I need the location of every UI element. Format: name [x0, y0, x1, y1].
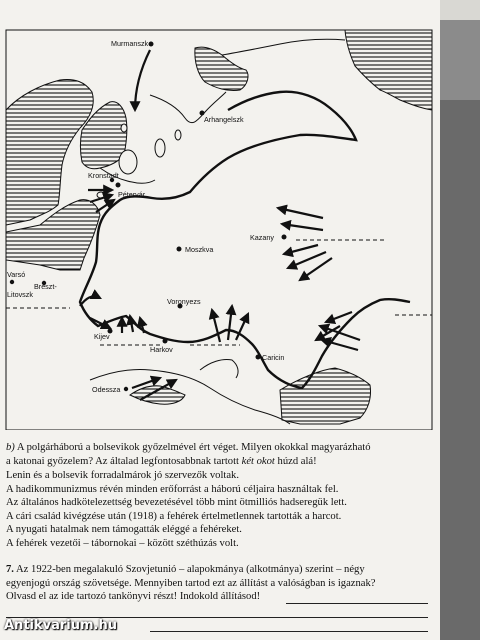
odessza-dot — [124, 387, 128, 391]
petervar-label: Pétervár — [118, 190, 146, 199]
statement-list — [6, 469, 434, 550]
kazan-arrow-1 — [278, 208, 323, 218]
crimea-region — [130, 386, 185, 404]
white-sea-island-1 — [175, 130, 181, 140]
statement-item[interactable]: Lenin és a bolsevik forradalmárok jó szervezők voltak. — [6, 470, 239, 481]
page-edge — [440, 0, 480, 640]
question-7-number: 7. — [6, 564, 14, 575]
question-7-text-2: egyenjogú ország szövetsége. Mennyiben tartod ezt az állítást a valóságban is igaznak? — [6, 577, 376, 589]
kola-region — [195, 47, 248, 90]
kronstadt-label: Kronstadt — [88, 171, 119, 180]
question-b-text-3: húzd alá! — [274, 455, 317, 467]
murmanszk-dot — [149, 42, 154, 47]
question-7-text-1: Az 1922-ben megalakuló Szovjetunió – alapokmánya (alkotmánya) szerint – négy — [13, 564, 365, 575]
question-7 — [6, 563, 434, 604]
answer-line-3[interactable] — [150, 631, 428, 632]
statement-item[interactable]: A cári család kivégzése után (1918) a fehérek értelmetlennek tartották a harcot. — [6, 510, 342, 522]
caspian-region — [280, 368, 371, 424]
statement-item[interactable]: A fehérek vezetői – tábornokai – között széthúzás volt. — [6, 537, 239, 549]
lake-ladoga — [119, 150, 137, 174]
azov-coast — [200, 359, 238, 378]
answer-line-1[interactable] — [286, 603, 428, 604]
moszkva-label: Moszkva — [185, 245, 214, 254]
arhangelszk-label: Arhangelszk — [204, 115, 244, 124]
kazan-arrow-2 — [282, 224, 323, 230]
litovszk-label: Litovszk — [7, 290, 33, 299]
statement-item[interactable]: A hadikommunizmus révén minden erőforrást a háború céljaira használtak fel. — [6, 483, 339, 495]
petervar-dot — [116, 183, 121, 188]
black-sea-coast — [90, 369, 290, 424]
question-b-text-2: a katonai győzelem? Az általad legfontosabbnak tartott — [6, 455, 242, 467]
next-page-edge — [440, 0, 480, 20]
next-page-shadow — [440, 20, 480, 100]
kijev-label: Kijev — [94, 332, 110, 341]
question-b-line-1 — [6, 441, 434, 455]
ukraine-arrow-2 — [130, 316, 133, 332]
statement-item[interactable]: A nyugati hatalmak nem támogatták eléggé a fehéreket. — [6, 524, 242, 535]
harkov-dot — [163, 339, 168, 344]
northeast-region — [345, 30, 432, 110]
brest-arrow — [80, 296, 100, 306]
caricin-dot — [256, 355, 261, 360]
murmansk-arrow — [135, 50, 150, 110]
varso-dot — [10, 280, 14, 284]
northern-coast — [222, 39, 345, 55]
watermark: Antikvarium.hu — [4, 618, 117, 633]
question-7-line-1 — [6, 563, 434, 577]
voronezh-arrow-2 — [228, 306, 232, 340]
voronyezs-label: Voronyezs — [167, 297, 201, 306]
breszt-label: Breszt- — [34, 282, 57, 291]
statement-item[interactable]: Az általános hadkötelezettség bevezetésével több mint ötmilliós hadseregük lett. — [6, 497, 347, 508]
murmanszk-label: Murmanszk — [111, 39, 149, 48]
lake-onega — [155, 139, 165, 157]
kazany-label: Kazany — [250, 233, 274, 242]
kazany-dot — [282, 235, 287, 240]
harkov-label: Harkov — [150, 345, 173, 354]
varso-label: Varsó — [7, 270, 26, 279]
moszkva-dot — [177, 247, 182, 252]
question-b-label: b) — [6, 442, 15, 453]
caricin-label: Caricin — [262, 353, 285, 362]
question-b-text-1: A polgárháború a bolsevikok győzelmével ért véget. Milyen okokkal magyarázható — [16, 442, 371, 453]
question-b — [6, 441, 434, 468]
odessza-label: Odessza — [92, 385, 121, 394]
white-sea-island-2 — [121, 124, 127, 132]
question-b-emphasis: két okot — [241, 455, 275, 467]
question-7-text-3: Olvasd el az ide tartozó tankönyvi részt! Indokold állításod! — [6, 591, 261, 602]
question-b-line-2 — [6, 455, 434, 469]
kazan-arrow-3 — [284, 245, 318, 254]
